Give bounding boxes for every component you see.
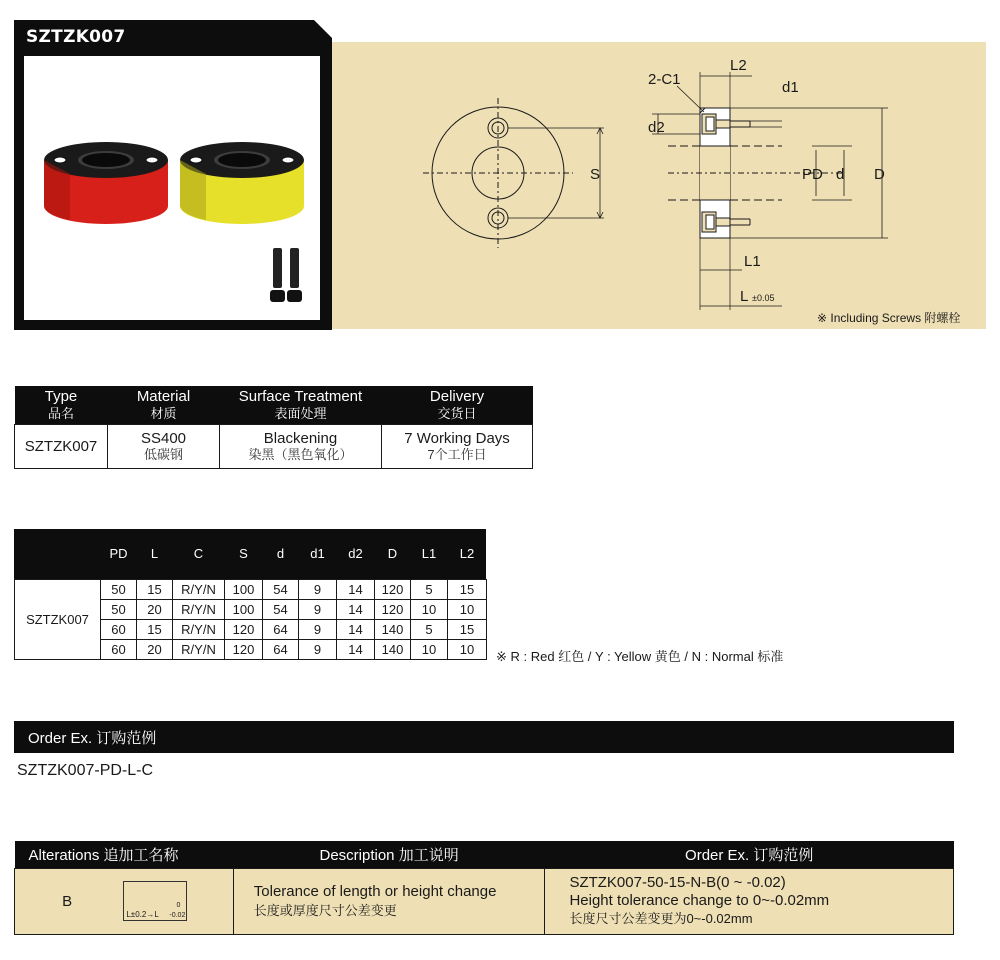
dim-header-row [15,529,487,579]
yellow-collar-image [180,142,304,224]
dim-cell: 140 [375,639,411,659]
dim-header-d: d [276,546,285,562]
spec-row [15,425,533,469]
alterations-table [14,841,954,935]
side-section-view [652,72,888,310]
label-d-outer: D [874,166,885,183]
alt-example-code: SZTZK007-50-15-N-B(0 ~ -0.02) [569,874,786,891]
label-d1: d1 [782,79,799,96]
dim-cell: 10 [448,639,487,659]
dim-cell: 14 [337,579,375,599]
dim-cell: 14 [337,599,375,619]
alt-example-en: Height tolerance change to 0~-0.02mm [569,892,830,909]
dim-cell: 15 [448,579,487,599]
dim-cell: 64 [263,639,299,659]
dim-cell: 120 [375,599,411,619]
alt-header-desc: Description 加工说明 [233,841,545,868]
dim-cell: 10 [411,599,448,619]
dim-cell: 50 [101,579,137,599]
product-photo [24,56,320,320]
dim-cell: 15 [448,619,487,639]
dim-cell: 60 [101,619,137,639]
order-code: SZTZK007-PD-L-C [17,762,154,779]
collar-illustration [24,56,320,320]
dim-cell: 64 [263,619,299,639]
dim-header-D: D [387,546,398,562]
dim-cell: 100 [225,599,263,619]
alt-description [233,868,545,934]
dim-cell: 54 [263,599,299,619]
label-l: L [740,288,749,305]
dim-cell: 5 [411,579,448,599]
alt-example-zh: 长度尺寸公差变更为0~-0.02mm [569,911,753,926]
dim-cell: 15 [137,619,173,639]
dim-cell: 9 [299,639,337,659]
dimension-table [14,529,487,660]
dim-header-l: L [150,546,159,562]
header-material: Material 材质 [108,386,220,425]
dim-cell: 20 [137,599,173,619]
dim-cell: 15 [137,579,173,599]
dim-cell: 14 [337,639,375,659]
alt-header-example: Order Ex. 订购范例 [545,841,954,868]
spec-table [14,386,533,469]
alt-figure-box [123,881,187,921]
dim-header-d2: d2 [348,546,363,562]
spec-delivery: 7 Working Days 7个工作日 [382,425,533,469]
dim-cell: R/Y/N [173,579,225,599]
dim-cell: 120 [375,579,411,599]
color-legend: ※ R : Red 红色 / Y : Yellow 黄色 / N : Normal 标准 [496,649,784,664]
order-example-bar: Order Ex. 订购范例 [14,721,954,753]
dim-row-label: SZTZK007 [15,579,101,659]
technical-drawing [332,42,986,329]
dim-header-s: S [239,546,248,562]
dim-cell: 9 [299,579,337,599]
dim-cell: R/Y/N [173,619,225,639]
alt-figure-tol-top: 0 [176,902,181,909]
label-l2: L2 [730,57,747,74]
label-d2: d2 [648,119,665,136]
alt-code: B [15,868,120,934]
dim-header-l1: L1 [421,546,437,562]
dim-cell: 10 [411,639,448,659]
spec-type: SZTZK007 [15,425,108,469]
dim-cell: 120 [225,619,263,639]
header-delivery: Delivery 交货日 [382,386,533,425]
label-pd: PD [802,166,823,183]
header-surface: Surface Treatment 表面处理 [220,386,382,425]
dim-cell: 9 [299,619,337,639]
red-collar-image [44,142,168,224]
alt-figure-label: L±0.2→L [126,910,159,919]
label-s: S [590,166,601,183]
dim-cell: 9 [299,599,337,619]
table-row [15,579,487,599]
dim-header-c: C [193,546,204,562]
dim-cell: 5 [411,619,448,639]
alt-desc-en: Tolerance of length or height change [253,883,497,900]
dim-cell: 140 [375,619,411,639]
alt-header-name: Alterations 追加工名称 [15,841,234,868]
alterations-header-row [15,841,954,868]
alt-example [545,868,954,934]
dim-cell: 60 [101,639,137,659]
front-view [423,98,604,248]
dim-cell: R/Y/N [173,639,225,659]
dim-cell: 100 [225,579,263,599]
spec-surface: Blackening 染黑（黑色氧化） [220,425,382,469]
product-title: SZTZK007 [26,27,126,47]
label-l-tolerance: ±0.05 [752,293,775,303]
dim-header-d1: d1 [310,546,325,562]
alt-figure [119,868,233,934]
alt-desc-zh: 长度或厚度尺寸公差变更 [253,903,397,918]
dim-cell: 10 [448,599,487,619]
screws-image [270,248,302,302]
table-row [15,868,954,934]
dim-cell: 120 [225,639,263,659]
dim-header-blank [15,529,101,579]
dim-cell: R/Y/N [173,599,225,619]
dim-header-pd: PD [109,546,128,562]
header-type: Type 品名 [15,386,108,425]
spec-material: SS400 低碳钢 [108,425,220,469]
label-d: d [836,166,845,183]
dim-cell: 54 [263,579,299,599]
technical-drawing-panel [332,42,986,329]
drawing-note: ※ Including Screws 附螺栓 [817,311,961,325]
alt-figure-tol-bottom: -0.02 [169,912,186,919]
label-chamfer: 2-C1 [648,71,681,88]
label-l1: L1 [744,253,761,270]
spec-header-row [15,386,533,425]
dim-cell: 20 [137,639,173,659]
dim-header-l2: L2 [459,546,475,562]
dim-cell: 14 [337,619,375,639]
dim-cell: 50 [101,599,137,619]
